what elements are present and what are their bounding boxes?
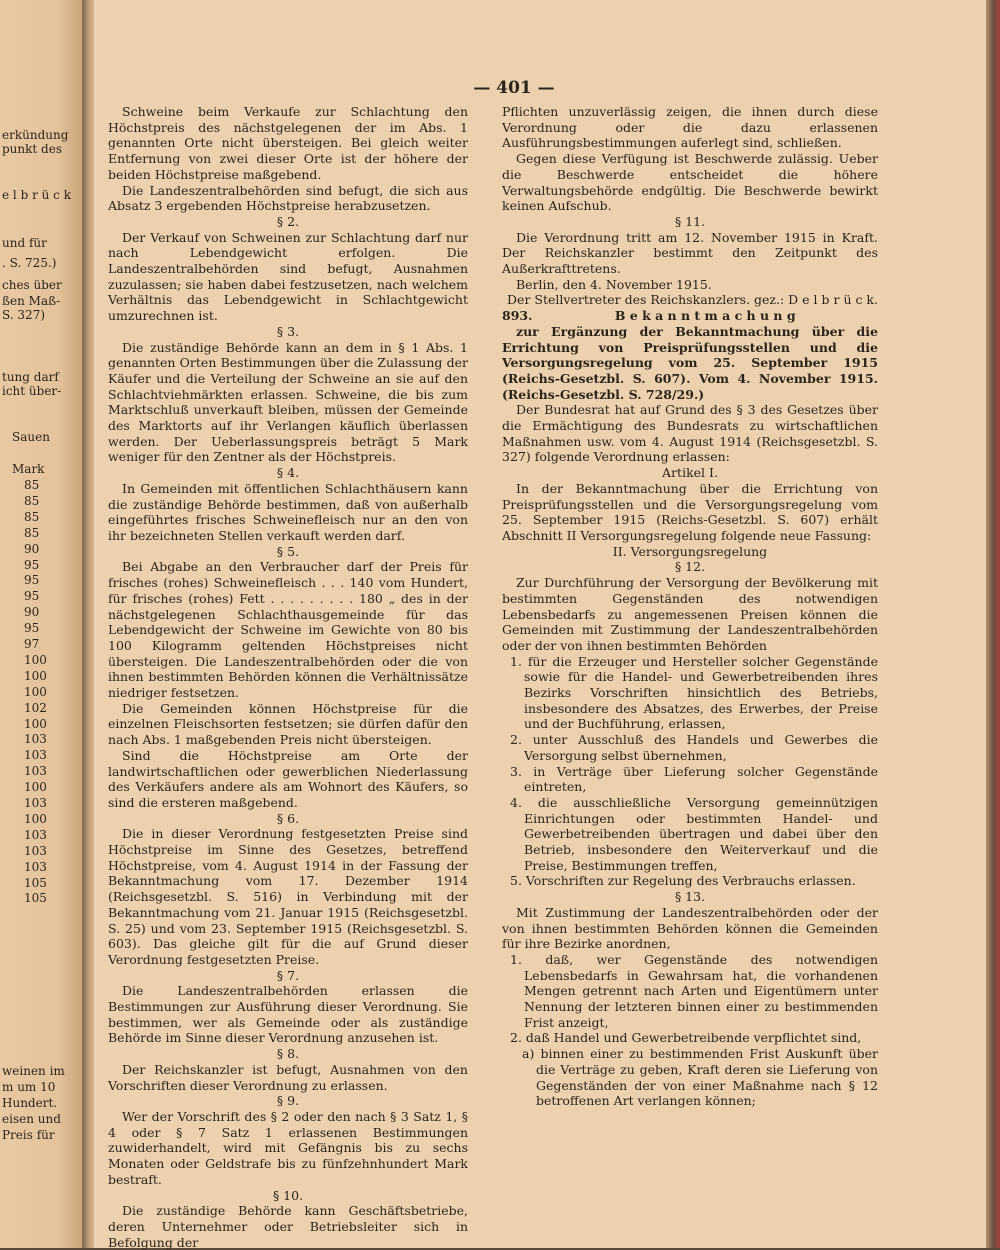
- section-heading: § 5.: [276, 543, 300, 559]
- left-page-number: 100: [24, 780, 47, 795]
- section-heading: II. Versorgungsregelung: [612, 543, 768, 559]
- left-page-number: 102: [24, 700, 47, 715]
- notice-number: 893.: [502, 308, 533, 324]
- section-heading: § 9.: [276, 1093, 300, 1109]
- section-heading: § 12.: [674, 559, 706, 575]
- left-page-fragment: m um 10: [2, 1080, 56, 1094]
- left-page-edge: [0, 0, 82, 1248]
- list-item: 3. in Verträge über Lieferung solcher Gegenstände eintreten,: [510, 763, 878, 795]
- paragraph: Die Gemeinden können Höchstpreise für die einzelnen Fleischsorten festsetzen; sie dürfen dafür den nach Abs. 1 maßgebenden Preis nicht übersteigen.: [108, 700, 468, 748]
- left-page-number: 95: [24, 557, 40, 572]
- paragraph: Gegen diese Verfügung ist Beschwerde zulässig. Ueber die Beschwerde entscheidet die höhere Verwaltungsbehörde endgültig. Die Beschwerde bewirkt keinen Aufschub.: [502, 151, 878, 214]
- left-page-number: 100: [24, 652, 47, 667]
- paragraph: In der Bekanntmachung über die Errichtung von Preisprüfungsstellen und die Versorgungsregelung vom 25. September 1915 (Reichs-Gesetzbl. S. 607) erhält Abschnitt II Versorgungsregelung folgende neue Fassung:: [502, 480, 878, 543]
- paragraph: Die zuständige Behörde kann an dem in § 1 Abs. 1 genannten Orten Bestimmungen über die Zulassung der Käufer und die Verteilung der Schweine an sie auf den Schlachtviehmärkten erlassen. Schweine, die bis zum Marktschluß unverkauft bleiben, müssen der Gemeinde des Marktorts auf ihr Verlangen käuflich überlassen werden. Der Ueberlassungspreis beträgt 5 Mark weniger für den Zentner als der Höchstpreis.: [108, 339, 468, 465]
- paragraph: Zur Durchführung der Versorgung der Bevölkerung mit bestimmten Gegenständen des notwendigen Lebensbedarfs zu angemessenen Preisen können die Gemeinden mit Zustimmung der Landeszentralbehörden oder der von ihnen bestimmten Behörden: [502, 575, 878, 653]
- page: [94, 0, 986, 1248]
- paragraph: Berlin, den 4. November 1915.: [516, 276, 712, 292]
- paragraph: Pflichten unzuverlässig zeigen, die ihnen durch diese Verordnung oder die dazu erlassenen Ausführungsbestimmungen auferlegt sind, schließen.: [502, 104, 878, 151]
- list-item: 2. unter Ausschluß des Handels und Gewerbes die Versorgung selbst übernehmen,: [510, 732, 878, 763]
- left-page-fragment: . S. 725.): [2, 256, 57, 270]
- left-page-number: 97: [24, 637, 40, 651]
- paragraph: Bei Abgabe an den Verbraucher darf der Preis für frisches (rohes) Schweinefleisch . . . 140 vom Hundert, für frisches (rohes) Fett . . . . . . . . . 180 „ des in der nächstgelegenen Schlachthausgemeinde für das Lebendgewicht der Schweine im Gewichte von 80 bis 100 Kilogramm geltenden Höchstpreises nicht übersteigen. Die Landeszentralbehörden oder die von ihnen bestimmten Behörden können die Verhältnissätze niedriger festsetzen.: [108, 559, 468, 701]
- left-page-number: 103: [24, 827, 47, 842]
- left-page-number: 95: [24, 573, 40, 588]
- paragraph: Die Landeszentralbehörden erlassen die Bestimmungen zur Ausführung dieser Verordnung. Sie bestimmen, wer als Gemeinde oder als zuständige Behörde im Sinne dieser Verordnung anzusehen ist.: [108, 983, 468, 1046]
- section-heading: § 8.: [276, 1046, 300, 1062]
- list-item: 4. die ausschließliche Versorgung gemeinnützigen Einrichtungen oder bestimmten Handel- und Gewerbetreibenden übertragen und dabei über den Betrieb, insbesondere den Weiterverkauf und die Preise, Bestimmungen treffen,: [510, 794, 878, 873]
- paragraph: Schweine beim Verkaufe zur Schlachtung den Höchstpreis des nächstgelegenen der im Abs. 1 genannten Orte nicht übersteigen. Bei gleich weiter Entfernung von zwei dieser Orte ist der höhere der beiden Höchstpreise maßgebend.: [108, 104, 468, 182]
- page-number: — 401 —: [473, 78, 555, 98]
- left-page-number: 95: [24, 621, 40, 636]
- left-page-fragment: ches über: [2, 278, 62, 292]
- paragraph: Die Verordnung tritt am 12. November 1915 in Kraft. Der Reichskanzler bestimmt den Zeitpunkt des Außerkrafttretens.: [502, 229, 878, 277]
- notice-subtitle: zur Ergänzung der Bekanntmachung über die Errichtung von Preisprüfungsstellen und die Versorgungsregelung vom 25. September 1915 (Reichs-Gesetzbl. S. 607). Vom 4. November 1915. (Reichs-Gesetzbl. S. 728/29.): [502, 323, 878, 402]
- left-page-fragment: tung darf: [2, 370, 59, 384]
- left-page-number: 100: [24, 684, 47, 699]
- left-page-fragment: icht über-: [2, 384, 62, 398]
- left-page-fragment: Mark: [12, 462, 45, 476]
- left-column: [108, 104, 468, 1250]
- paragraph: Mit Zustimmung der Landeszentralbehörden oder der von ihnen bestimmten Behörden können die Gemeinden für ihre Bezirke anordnen,: [502, 904, 878, 952]
- list-item: 1. daß, wer Gegenstände des notwendigen Lebensbedarfs in Gewahrsam hat, die vorhandenen Mengen getrennt nach Arten und Eigentümern unter Nennung der letzteren binnen einer zu bestimmenden Frist anzeigt,: [510, 951, 878, 1030]
- left-page-number: 85: [24, 478, 40, 492]
- list-item: 2. daß Handel und Gewerbetreibende verpflichtet sind,: [510, 1030, 862, 1046]
- notice-title: B e k a n n t m a c h u n g: [614, 308, 796, 324]
- section-heading: § 13.: [674, 889, 706, 905]
- list-item: 5. Vorschriften zur Regelung des Verbrauchs erlassen.: [510, 873, 856, 889]
- section-heading: § 11.: [674, 213, 706, 229]
- left-page-fragment: eisen und: [2, 1112, 61, 1126]
- left-page-fragment: erkündung: [2, 128, 69, 142]
- signature-line: Der Stellvertreter des Reichskanzlers. gez.: D e l b r ü c k.: [507, 292, 878, 308]
- left-page-number: 103: [24, 764, 47, 779]
- left-page-fragment: weinen im: [2, 1064, 65, 1078]
- left-page-fragment: punkt des: [2, 142, 62, 156]
- section-heading: § 6.: [276, 810, 300, 826]
- left-page-number: 85: [24, 493, 40, 508]
- left-page-fragment: e l b r ü c k: [2, 188, 71, 202]
- right-column: [502, 104, 878, 1109]
- paragraph: Der Reichskanzler ist befugt, Ausnahmen von den Vorschriften dieser Verordnung zu erlassen.: [108, 1061, 468, 1093]
- left-page-fragment: Sauen: [12, 430, 50, 444]
- left-page-number: 85: [24, 509, 40, 524]
- left-page-fragment: und für: [2, 236, 47, 250]
- paragraph: Der Bundesrat hat auf Grund des § 3 des Gesetzes über die Ermächtigung des Bundesrats zu wirtschaftlichen Maßnahmen usw. vom 4. August 1914 (Reichsgesetzbl. S. 327) folgende Verordnung erlassen:: [502, 402, 878, 465]
- book-gutter: [82, 0, 94, 1248]
- left-page-number: 90: [24, 541, 40, 556]
- book-edge: [986, 0, 1000, 1248]
- left-page-number: 105: [24, 875, 47, 890]
- left-page-number: 103: [24, 843, 47, 858]
- paragraph: Die in dieser Verordnung festgesetzten Preise sind Höchstpreise im Sinne des Gesetzes, betreffend Höchstpreise, vom 4. August 1914 in der Fassung der Bekanntmachung vom 17. Dezember 1914 (Reichsgesetzbl. S. 516) in Verbindung mit der Bekanntmachung vom 21. Januar 1915 (Reichsgesetzbl. S. 25) und vom 23. September 1915 (Reichsgesetzbl. S. 603). Das gleiche gilt für die auf Grund dieser Verordnung festgesetzten Preise.: [108, 826, 468, 967]
- paragraph: In Gemeinden mit öffentlichen Schlachthäusern kann die zuständige Behörde bestimmen, daß von außerhalb eingeführtes frisches Schweinefleisch nur an den von ihr bezeichneten Stellen verkauft werden darf.: [108, 480, 468, 543]
- section-heading: Artikel I.: [662, 465, 718, 481]
- left-page-number: 100: [24, 811, 47, 826]
- section-heading: § 10.: [272, 1187, 304, 1203]
- left-page-number: 103: [24, 748, 47, 763]
- left-page-number: 103: [24, 796, 47, 810]
- paragraph: Die Landeszentralbehörden sind befugt, die sich aus Absatz 3 ergebenden Höchstpreise herabzusetzen.: [108, 182, 468, 214]
- notice-heading: [502, 308, 878, 324]
- paragraph: Sind die Höchstpreise am Orte der landwirtschaftlichen oder gewerblichen Niederlassung des Verkäufers andere als am Wohnort des Käufers, so sind die ersteren maßgebend.: [108, 747, 468, 810]
- section-heading: § 4.: [276, 465, 300, 481]
- list-item: 1. für die Erzeuger und Hersteller solcher Gegenstände sowie für die Handel- und Gewerbetreibenden ihres Bezirks Vorschriften hinsichtlich des Betriebs, insbesondere des Absatzes, des Erwerbes, der Preise und der Buchführung, erlassen,: [510, 653, 878, 732]
- section-heading: § 3.: [276, 323, 300, 339]
- left-page-number: 100: [24, 716, 47, 731]
- section-heading: § 2.: [276, 213, 300, 229]
- sub-list-item: a) binnen einer zu bestimmenden Frist Auskunft über die Verträge zu geben, Kraft deren sie Lieferung von Gegenständen der von einer Maßnahme nach § 12 betroffenen Art verlangen können;: [522, 1046, 878, 1109]
- left-page-number: 100: [24, 668, 47, 683]
- left-page-number: 85: [24, 525, 40, 540]
- section-heading: § 7.: [276, 967, 300, 983]
- paragraph: Wer der Vorschrift des § 2 oder den nach § 3 Satz 1, § 4 oder § 7 Satz 1 erlassenen Bestimmungen zuwiderhandelt, wird mit Gefängnis bis zu sechs Monaten oder Geldstrafe bis zu fünfzehnhundert Mark bestraft.: [108, 1109, 468, 1187]
- left-page-number: 103: [24, 859, 47, 874]
- left-page-fragment: Hundert.: [2, 1096, 58, 1110]
- left-page-number: 90: [24, 605, 40, 620]
- left-page-fragment: Preis für: [2, 1128, 55, 1142]
- left-page-number: 95: [24, 589, 40, 604]
- left-page-number: 105: [24, 891, 47, 906]
- left-page-fragment: S. 327): [2, 308, 46, 322]
- paragraph: Die zuständige Behörde kann Geschäftsbetriebe, deren Unternehmer oder Betriebsleiter sich in Befolgung der: [108, 1203, 468, 1250]
- paragraph: Der Verkauf von Schweinen zur Schlachtung darf nur nach Lebendgewicht erfolgen. Die Landeszentralbehörden sind befugt, Ausnahmen zuzulassen; sie haben dabei festzusetzen, nach welchem Verhältnis das Lebendgewicht in Schlachtgewicht umzurechnen ist.: [108, 229, 468, 324]
- left-page-number: 103: [24, 732, 47, 747]
- left-page-fragment: ßen Maß-: [2, 294, 61, 308]
